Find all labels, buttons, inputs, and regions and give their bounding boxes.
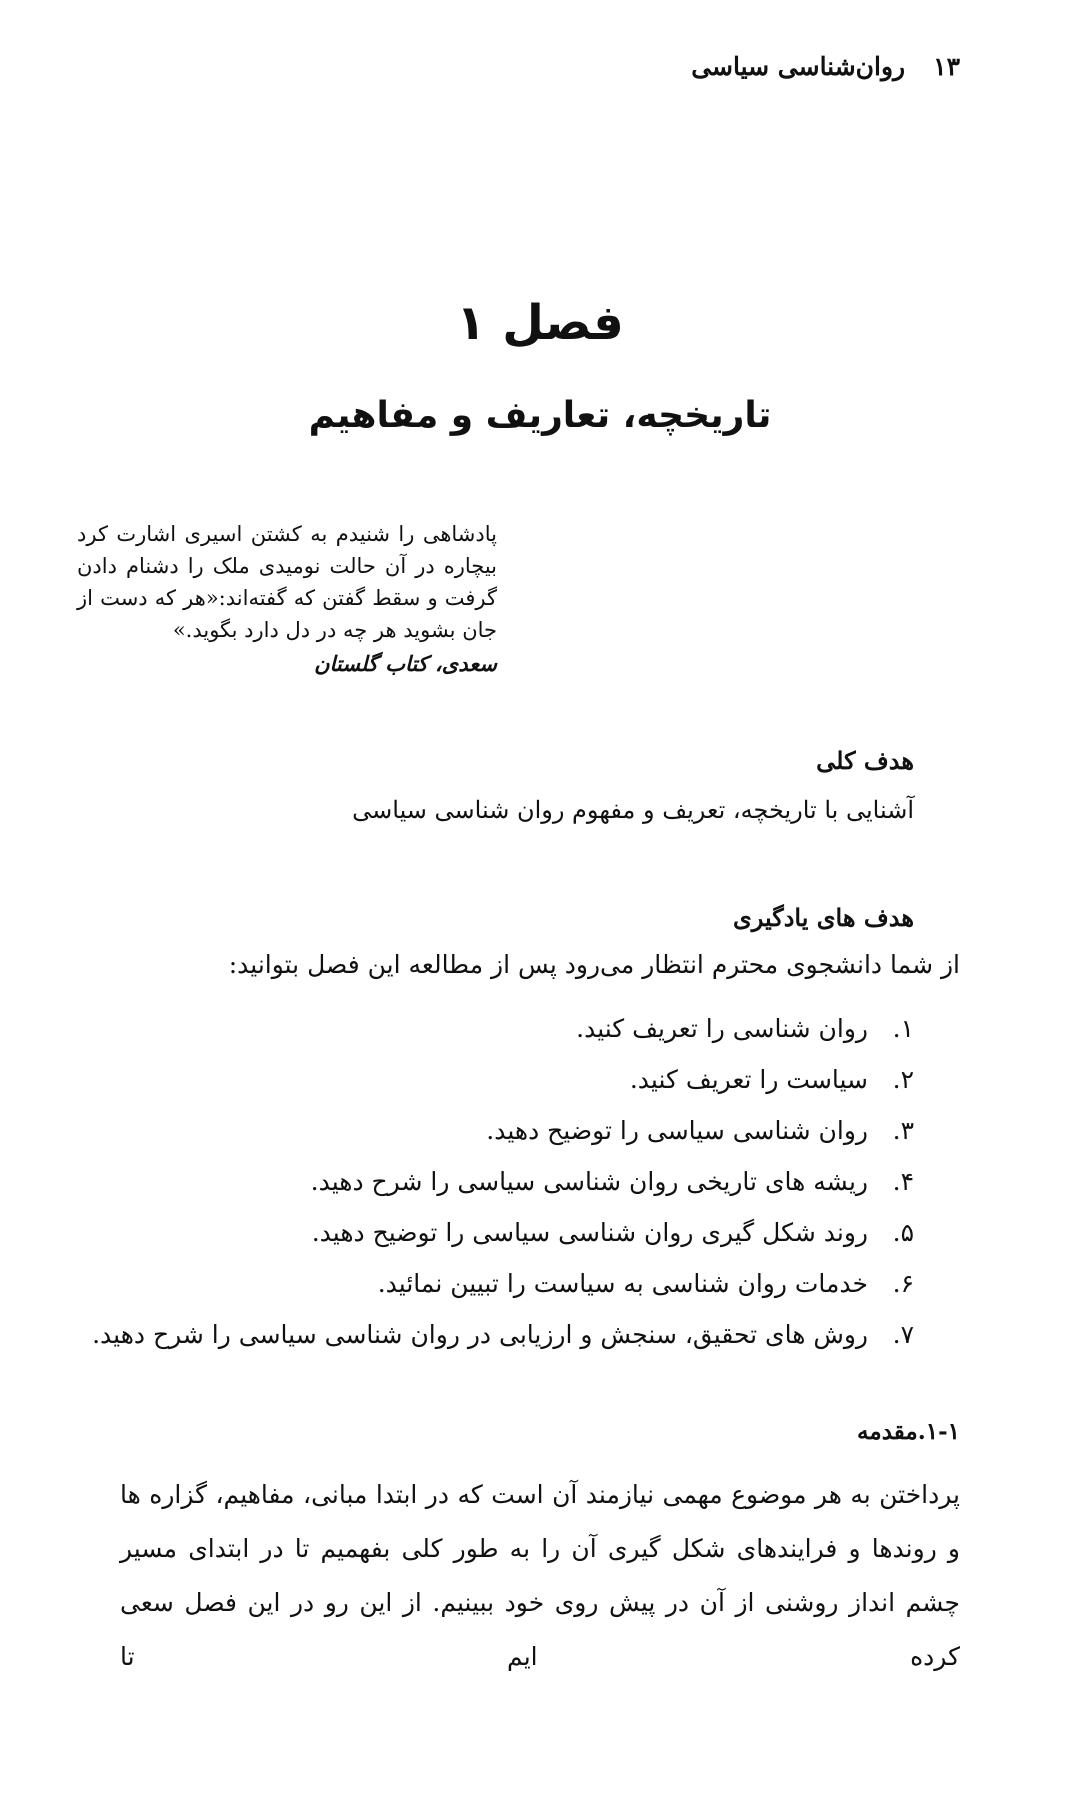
list-item [54, 1105, 914, 1156]
chapter-title: فصل ۱ [456, 295, 624, 351]
list-item-number: ۷. [892, 1320, 914, 1349]
list-item-number: ۶. [892, 1269, 914, 1298]
list-item-text: روند شکل گیری روان شناسی سیاسی را توضیح دهید. [311, 1218, 868, 1247]
list-item [54, 1003, 914, 1054]
general-goal-text: آشنایی با تاریخچه، تعریف و مفهوم روان شناسی سیاسی [352, 796, 914, 824]
list-item-number: ۴. [892, 1167, 914, 1196]
list-item-number: ۲. [892, 1065, 914, 1094]
learning-goals-list [54, 1003, 914, 1360]
list-item-text: روان شناسی را تعریف کنید. [576, 1014, 868, 1043]
list-item [54, 1054, 914, 1105]
epigraph [77, 518, 497, 680]
chapter-subtitle: تاریخچه، تعاریف و مفاهیم [308, 395, 772, 436]
list-item-text: ریشه های تاریخی روان شناسی سیاسی را شرح دهید. [310, 1167, 868, 1196]
general-goal-heading: هدف کلی [816, 746, 914, 775]
epigraph-text: پادشاهی را شنیدم به کشتن اسیری اشارت کرد بیچاره در آن حالت نومیدی ملک را دشنام دادن گرفت و سقط گفتن که گفته‌اند:«هر که دست از جان بشوید هر چه در دل دارد بگوید.» [77, 522, 497, 642]
list-item-text: روش های تحقیق، سنجش و ارزیابی در روان شناسی سیاسی را شرح دهید. [92, 1320, 868, 1349]
page-number: ۱۳ [933, 52, 960, 81]
learning-goals-intro: از شما دانشجوی محترم انتظار می‌رود پس از مطالعه این فصل بتوانید: [228, 950, 960, 979]
list-item-text: خدمات روان شناسی به سیاست را تبیین نمائید. [377, 1269, 868, 1298]
epigraph-attribution: سعدی، کتاب گلستان [314, 651, 497, 676]
list-item [54, 1207, 914, 1258]
list-item [54, 1156, 914, 1207]
list-item-number: ۳. [892, 1116, 914, 1145]
list-item-text: سیاست را تعریف کنید. [629, 1065, 868, 1094]
book-title: روان‌شناسی سیاسی [691, 52, 906, 81]
running-header [120, 52, 960, 81]
section-body: پرداختن به هر موضوع مهمی نیازمند آن است که در ابتدا مبانی، مفاهیم، گزاره ها و روندها و فرایندهای شکل گیری آن را به طور کلی بفهمیم تا در ابتدای مسیر چشم انداز روشنی از آن در پیش روی خود ببینیم. از این رو در این فصل سعی کرده ایم تا [120, 1480, 960, 1671]
list-item [54, 1258, 914, 1309]
learning-goals-heading: هدف های یادگیری [733, 903, 914, 932]
list-item-number: ۱. [892, 1014, 914, 1043]
list-item [54, 1309, 914, 1360]
list-item-text: روان شناسی سیاسی را توضیح دهید. [486, 1116, 868, 1145]
section-heading: ۱-۱.مقدمه [857, 1418, 960, 1445]
list-item-number: ۵. [892, 1218, 914, 1247]
